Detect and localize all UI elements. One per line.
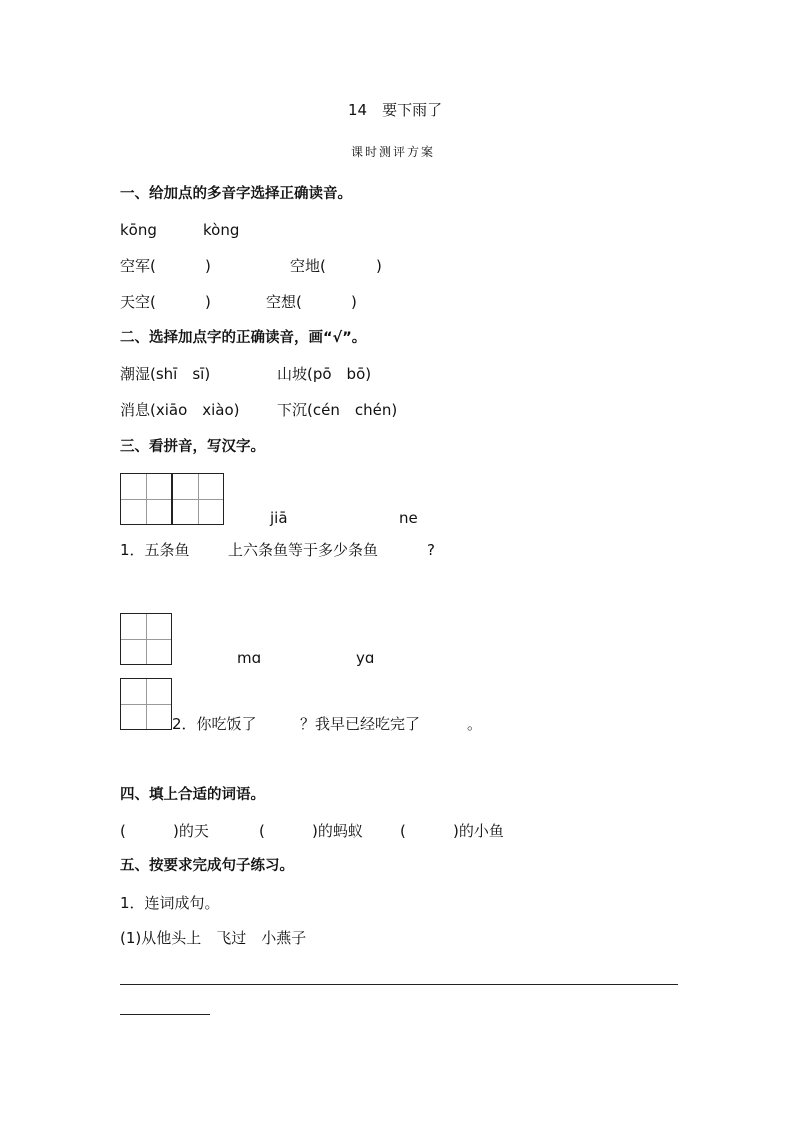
sub-question: 1．连词成句。 (120, 894, 220, 912)
sentence-text: 。 (467, 715, 483, 733)
q1-item-bracket: ) (205, 293, 211, 311)
question-3-heading: 三、看拼音，写汉字。 (120, 439, 265, 455)
q1-item-text: 天空( (120, 293, 156, 311)
q2-item: 山坡(pō bō) (277, 365, 372, 383)
word-order-item: (1)从他头上 飞过 小燕子 (120, 929, 307, 947)
writing-grid-box[interactable] (120, 613, 172, 665)
sentence-text: ？我早已经吃完了 (300, 715, 421, 733)
question-5-heading: 五、按要求完成句子练习。 (120, 858, 294, 874)
sentence-text: ? (427, 541, 435, 559)
fill-text: )的天 (173, 822, 209, 840)
fill-bracket: ( (259, 822, 265, 840)
pinyin-option: kòng (203, 221, 240, 239)
writing-grid-box[interactable] (120, 473, 172, 525)
sentence-text: 1．五条鱼 (120, 541, 190, 559)
q1-item-bracket: ) (205, 257, 211, 275)
sentence-text: 上六条鱼等于多少条鱼 (228, 541, 379, 559)
question-1-heading: 一、给加点的多音字选择正确读音。 (120, 186, 352, 202)
fill-text: )的小鱼 (453, 822, 504, 840)
fill-text: )的蚂蚁 (312, 822, 363, 840)
page-subtitle: 课时测评方案 (351, 145, 436, 159)
pinyin-prompt: ne (399, 509, 418, 527)
q1-item-text: 空想( (266, 293, 302, 311)
fill-bracket: ( (400, 822, 406, 840)
answer-line[interactable] (120, 984, 678, 985)
q2-item: 下沉(cén chén) (277, 401, 398, 419)
q1-item-bracket: ) (376, 257, 382, 275)
writing-grid-box[interactable] (172, 473, 224, 525)
q1-item-text: 空地( (290, 257, 326, 275)
question-2-heading: 二、选择加点字的正确读音，画“√”。 (120, 330, 367, 346)
answer-line[interactable] (120, 1014, 210, 1015)
pinyin-prompt: jiā (270, 509, 288, 527)
q2-item: 潮湿(shī sī) (120, 365, 211, 383)
q1-item-bracket: ) (351, 293, 357, 311)
page-title: 14 要下雨了 (348, 101, 443, 119)
pinyin-prompt: yɑ (356, 649, 375, 667)
pinyin-option: kōng (120, 221, 157, 239)
fill-bracket: ( (120, 822, 126, 840)
pinyin-prompt: mɑ (237, 649, 262, 667)
question-4-heading: 四、填上合适的词语。 (120, 787, 265, 803)
sentence-text: 2．你吃饭了 (172, 715, 257, 733)
q1-item-text: 空军( (120, 257, 156, 275)
writing-grid-box[interactable] (120, 678, 172, 730)
q2-item: 消息(xiāo xiào) (120, 401, 240, 419)
